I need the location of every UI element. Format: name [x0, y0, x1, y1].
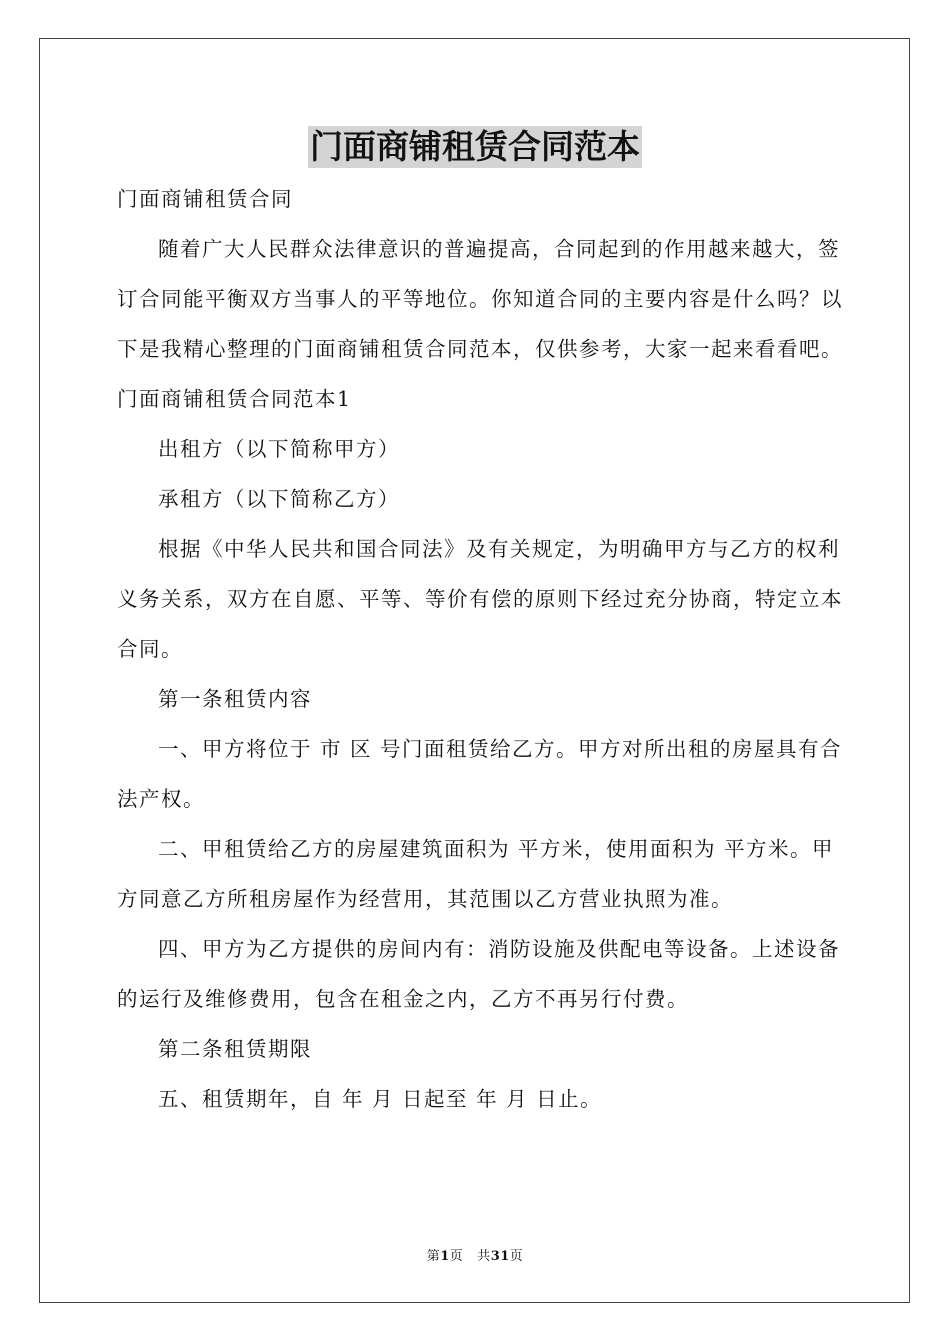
current-page-number: 1 — [440, 1249, 450, 1264]
lessor-line: 出租方（以下简称甲方） — [158, 437, 400, 461]
title-wrap — [0, 126, 950, 168]
page-prefix: 第 — [426, 1249, 441, 1264]
total-pages-number: 31 — [490, 1249, 510, 1264]
total-prefix: 共 — [477, 1249, 491, 1264]
item-2-paragraph: 二、甲租赁给乙方的房屋建筑面积为 平方米，使用面积为 平方米。甲方同意乙方所租房屋作为经营用，其范围以乙方营业执照为准。 — [117, 837, 835, 911]
article-2-heading: 第二条租赁期限 — [158, 1037, 312, 1061]
item-1-paragraph: 一、甲方将位于 市 区 号门面租赁给乙方。甲方对所出租的房屋具有合法产权。 — [117, 737, 843, 811]
lessee-line: 承租方（以下简称乙方） — [158, 487, 400, 511]
section-title: 门面商铺租赁合同范本1 — [117, 387, 352, 411]
item-5-paragraph: 五、租赁期年，自 年 月 日起至 年 月 日止。 — [158, 1087, 603, 1111]
document-title: 门面商铺租赁合同范本 — [310, 127, 640, 166]
page-footer — [0, 1245, 950, 1264]
page-suffix: 页 — [449, 1249, 464, 1264]
document-body — [117, 174, 849, 1124]
article-1-heading: 第一条租赁内容 — [158, 687, 312, 711]
item-4-paragraph: 四、甲方为乙方提供的房间内有：消防设施及供配电等设备。上述设备的运行及维修费用，包含在租金之内，乙方不再另行付费。 — [117, 937, 840, 1011]
basis-paragraph: 根据《中华人民共和国合同法》及有关规定，为明确甲方与乙方的权利义务关系，双方在自愿、平等、等价有偿的原则下经过充分协商，特定立本合同。 — [117, 537, 843, 661]
contract-heading: 门面商铺租赁合同 — [117, 187, 293, 211]
total-suffix: 页 — [509, 1249, 524, 1264]
intro-paragraph: 随着广大人民群众法律意识的普遍提高，合同起到的作用越来越大，签订合同能平衡双方当事人的平等地位。你知道合同的主要内容是什么吗？以下是我精心整理的门面商铺租赁合同范本，仅供参考，大家一起来看看吧。 — [117, 237, 843, 361]
